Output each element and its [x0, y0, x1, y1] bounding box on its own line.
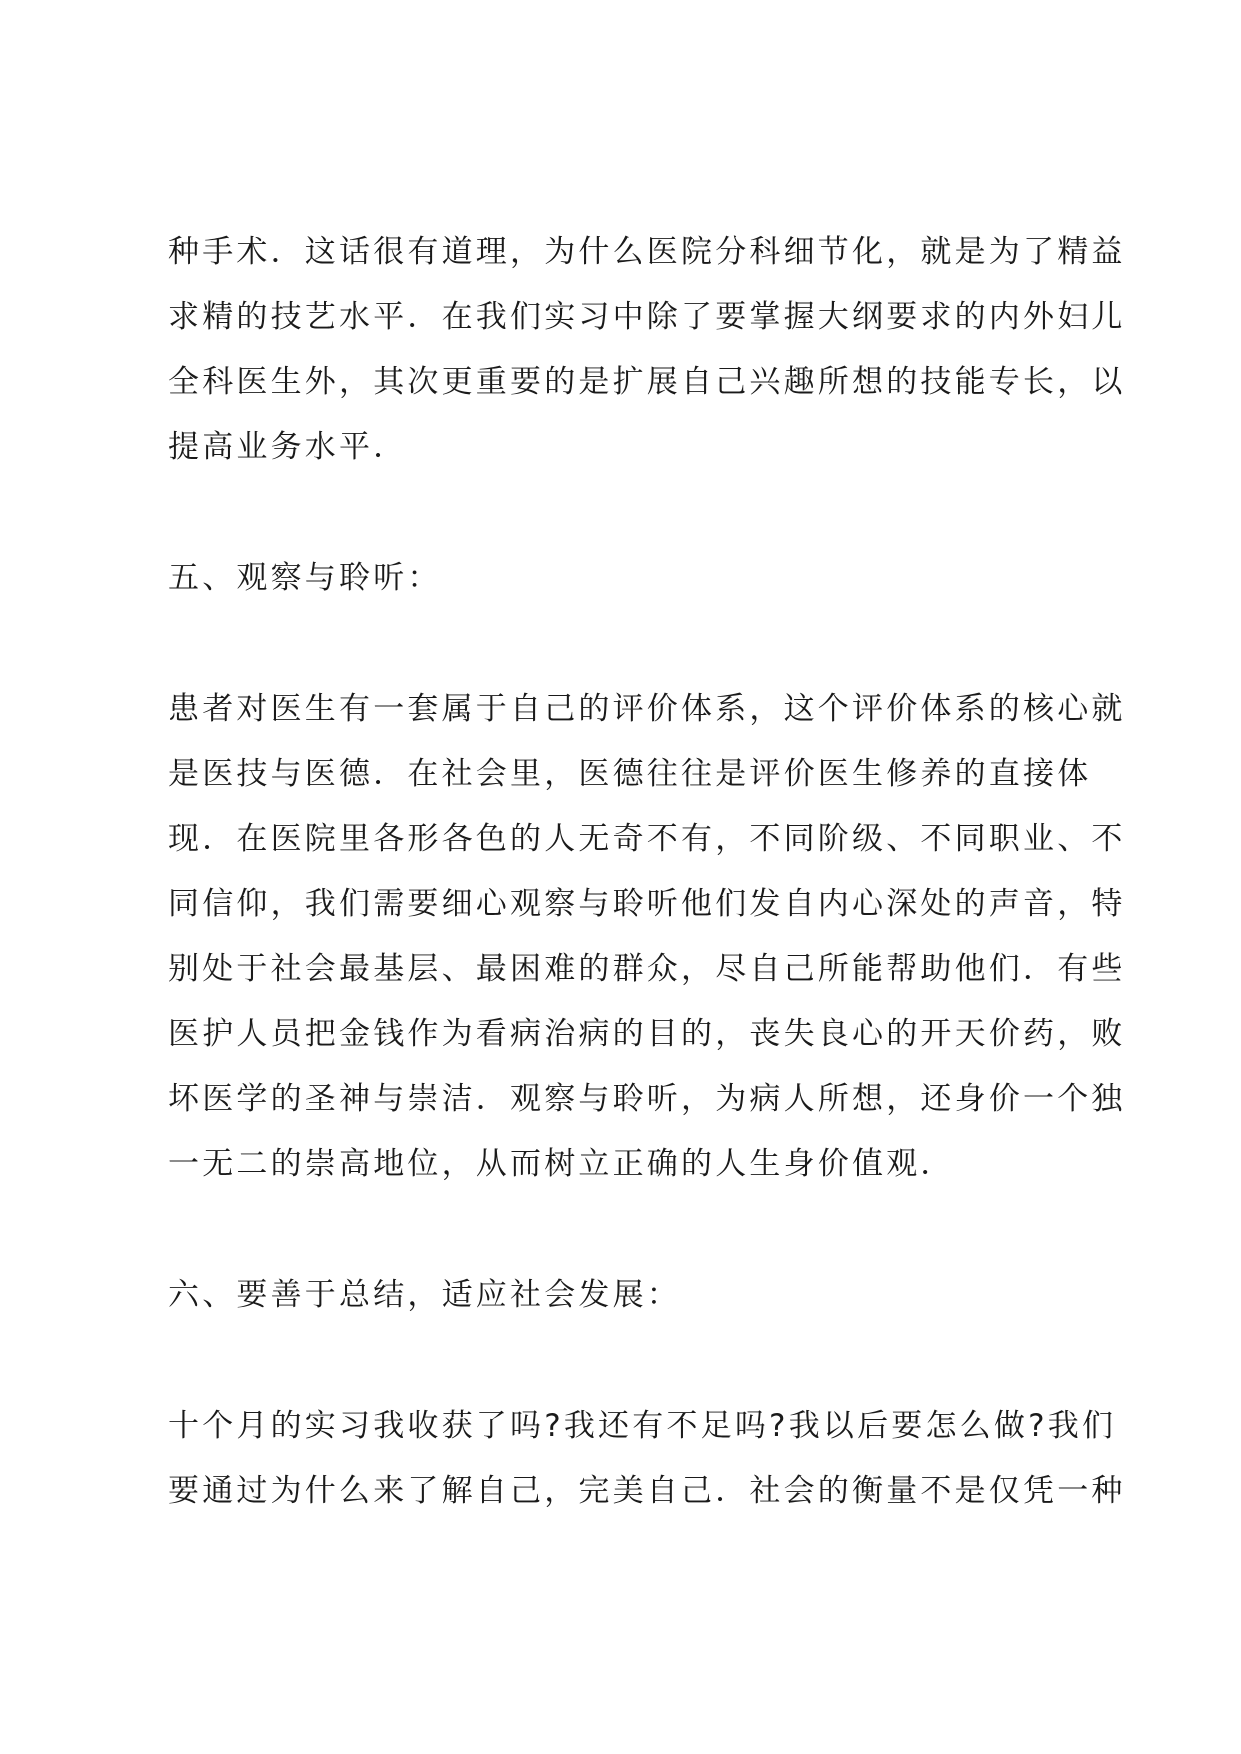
text-line: 要通过为什么来了解自己，完美自己．社会的衡量不是仅凭一种	[168, 1473, 1126, 1509]
text-line: 提高业务水平．	[168, 429, 408, 465]
text-line: 种手术．这话很有道理，为什么医院分科细节化，就是为了精益	[168, 234, 1126, 270]
section-heading: 六、要善于总结，适应社会发展：	[168, 1277, 681, 1313]
text-line: 全科医生外，其次更重要的是扩展自己兴趣所想的技能专长，以	[168, 364, 1126, 400]
text-line: 求精的技艺水平．在我们实习中除了要掌握大纲要求的内外妇儿	[168, 299, 1126, 335]
text-line: 别处于社会最基层、最困难的群众，尽自己所能帮助他们．有些	[168, 951, 1126, 987]
text-line: 一无二的崇高地位，从而树立正确的人生身价值观．	[168, 1146, 955, 1182]
text-line: 是医技与医德．在社会里，医德往往是评价医生修养的直接体	[168, 756, 1092, 792]
text-line: 坏医学的圣神与崇洁．观察与聆听，为病人所想，还身价一个独	[168, 1081, 1126, 1117]
text-line: 十个月的实习我收获了吗?我还有不足吗?我以后要怎么做?我们	[168, 1408, 1117, 1444]
text-line: 现．在医院里各形各色的人无奇不有，不同阶级、不同职业、不	[168, 821, 1126, 857]
section-heading: 五、观察与聆听：	[168, 560, 442, 596]
text-line: 患者对医生有一套属于自己的评价体系，这个评价体系的核心就	[168, 691, 1126, 727]
text-line: 医护人员把金钱作为看病治病的目的，丧失良心的开天价药，败	[168, 1016, 1126, 1052]
text-line: 同信仰，我们需要细心观察与聆听他们发自内心深处的声音，特	[168, 886, 1126, 922]
